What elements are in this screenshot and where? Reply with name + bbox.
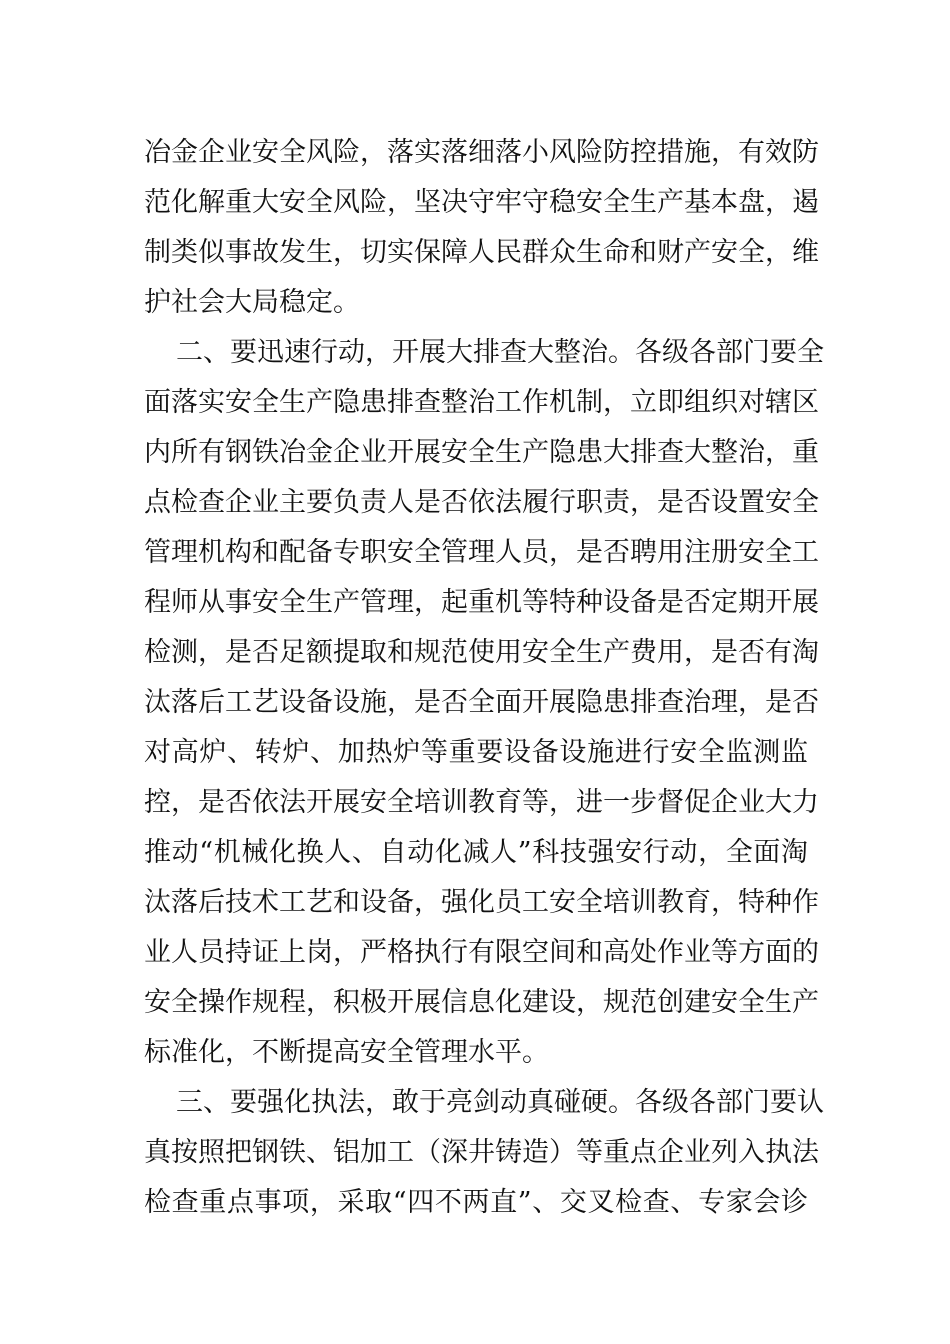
text-line: 护社会大局稳定。 [144,287,360,318]
text-line: 冶金企业安全风险，落实落细落小风险防控措施，有效防 [144,137,819,168]
text-line: 标准化，不断提高安全管理水平。 [144,1037,549,1068]
text-line: 面落实安全生产隐患排查整治工作机制，立即组织对辖区 [144,387,819,418]
text-line: 管理机构和配备专职安全管理人员，是否聘用注册安全工 [144,537,819,568]
text-line: 控，是否依法开展安全培训教育等，进一步督促企业大力 [144,787,819,818]
paragraph [144,328,824,1078]
text-line: 检查重点事项，采取“四不两直”、交叉检查、专家会诊 [144,1187,808,1218]
text-line: 汰落后技术工艺和设备，强化员工安全培训教育，特种作 [144,887,819,918]
text-line: 程师从事安全生产管理，起重机等特种设备是否定期开展 [144,587,819,618]
document-body [144,128,824,1228]
text-line: 汰落后工艺设备设施，是否全面开展隐患排查治理，是否 [144,687,819,718]
text-line: 业人员持证上岗，严格执行有限空间和高处作业等方面的 [144,937,819,968]
text-line: 真按照把钢铁、铝加工（深井铸造）等重点企业列入执法 [144,1137,819,1168]
text-line: 检测，是否足额提取和规范使用安全生产费用，是否有淘 [144,637,819,668]
text-line: 制类似事故发生，切实保障人民群众生命和财产安全，维 [144,237,819,268]
text-line: 范化解重大安全风险，坚决守牢守稳安全生产基本盘，遏 [144,187,819,218]
text-line: 三、要强化执法，敢于亮剑动真碰硬。各级各部门要认 [176,1087,824,1118]
text-line: 安全操作规程，积极开展信息化建设，规范创建安全生产 [144,987,819,1018]
paragraph [144,128,819,328]
text-line: 二、要迅速行动，开展大排查大整治。各级各部门要全 [176,337,824,368]
text-line: 对高炉、转炉、加热炉等重要设备设施进行安全监测监 [144,737,808,768]
paragraph [144,1078,824,1228]
text-line: 内所有钢铁冶金企业开展安全生产隐患大排查大整治，重 [144,437,819,468]
text-line: 点检查企业主要负责人是否依法履行职责，是否设置安全 [144,487,819,518]
text-line: 推动“机械化换人、自动化减人”科技强安行动，全面淘 [144,837,808,868]
